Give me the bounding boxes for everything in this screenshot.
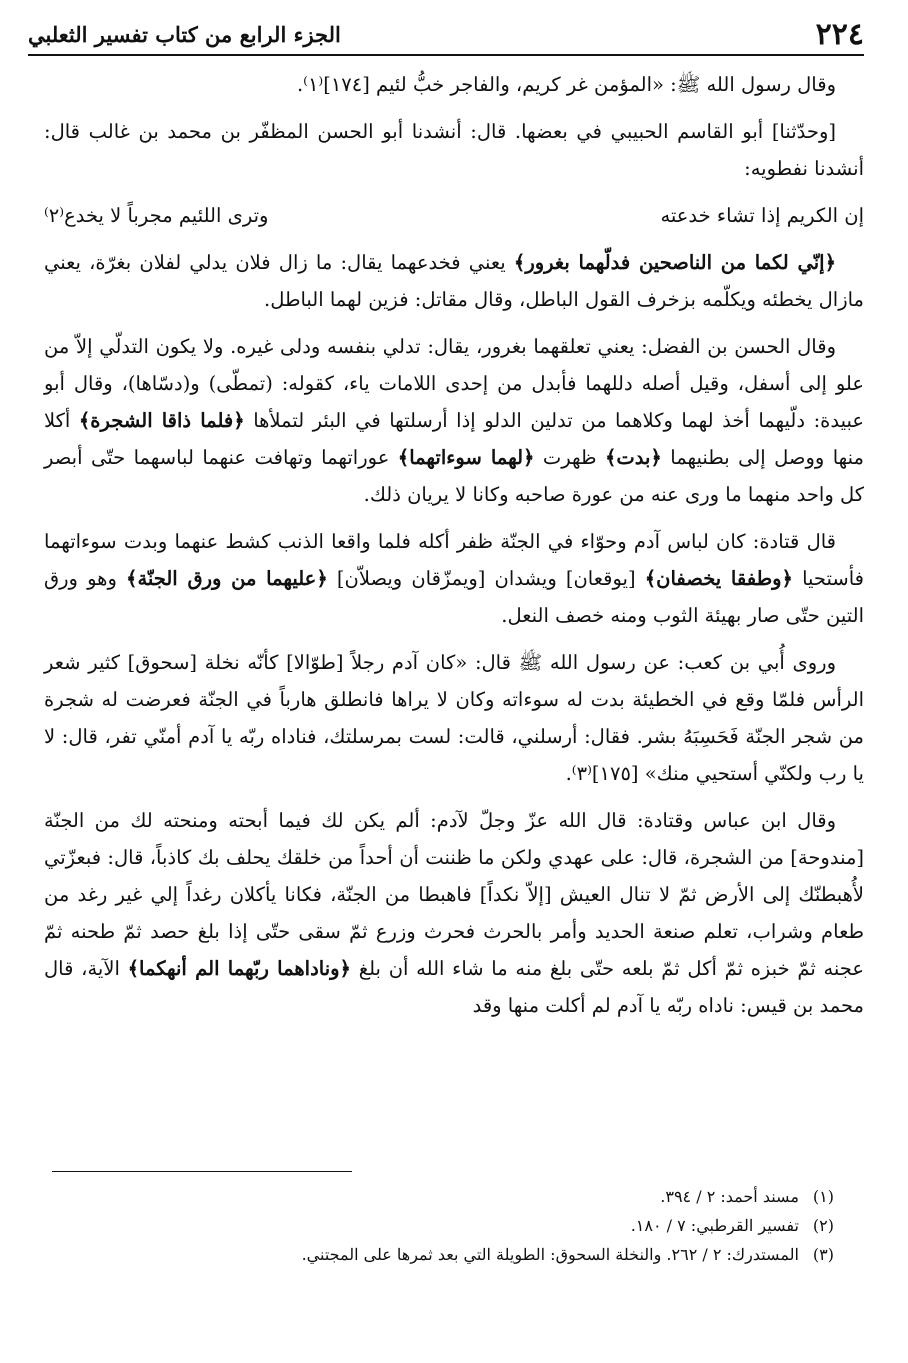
- poem-verse: [44, 197, 864, 234]
- paragraph-5: [44, 523, 864, 634]
- paragraph-7: [44, 802, 864, 1024]
- paragraph-6: وروى أُبي بن كعب: عن رسول الله ﷺ قال: «كان آدم رجلاً [طوّالا] كأنّه نخلة [سحوق] كثير شعر الرأس فلمّا وقع في الخطيئة بدت له سوءاته وكان لا يراها فانطلق هارباً في الجنّة فعرضت له شجرة من شجر الجنّة فَحَسِبَهُ بشر. فقال: أرسلني، قالت: لست بمرسلتك، فناداه ربّه يا آدم أمنّي تفر، قال: لا يا رب ولكنّي أستحيي منك» [١٧٥]⁽٣⁾.: [44, 651, 864, 785]
- footnote-number: (٢): [812, 1216, 834, 1235]
- poem-second-hemistich: وترى اللئيم مجرباً لا يخدع⁽٢⁾: [44, 204, 269, 227]
- paragraph-text: وقال الحسن بن الفضل: يعني تعلقهما بغرور، يقال: تدلي بنفسه ودلى غيره. ولا يكون التدلّي إلاّ من علو إلى أسفل، وقيل أصله دللهما فأبدل من إحدى اللامات ياء، كقوله: (تمطّى) و(دسّاها)، وقال أبو عبيدة: دلّيهما أخذ لهما وكلاهما من تدلين الدلو إذا أرسلتها في البئر لتملأها: [44, 335, 864, 432]
- quran-verse: ﴿وناداهما ربّهما الم أنهكما﴾: [127, 957, 351, 980]
- quran-verse: ﴿عليهما من ورق الجنّة﴾: [126, 567, 328, 590]
- footnote-3: [52, 1240, 834, 1269]
- footnote-number: (٣): [812, 1245, 834, 1264]
- paragraph-4: [44, 328, 864, 513]
- paragraph-text: وهو ورق التين حتّى صار بهيئة الثوب ومنه خصف النعل.: [44, 567, 864, 627]
- quran-verse: ﴿بدت﴾: [604, 446, 662, 469]
- footnotes: [52, 1182, 834, 1269]
- footnote-text: مسند أحمد: ٢ / ٣٩٤.: [660, 1187, 799, 1206]
- paragraph-text: الآية، قال محمد بن قيس: ناداه ربّه يا آدم لم أكلت منها وقد: [44, 957, 864, 1017]
- main-text: [44, 66, 864, 1034]
- footnote-1: [52, 1182, 834, 1211]
- paragraph-text: ظهرت: [542, 446, 597, 469]
- paragraph-text: وقال ابن عباس وقتادة: قال الله عزّ وجلّ لآدم: ألم يكن لك فيما أبحته ومنحته لك من الجنّة [مندوحة] من الشجرة، قال: على عهدي ولكن ما ظننت أن أحداً من خلقك يحلف بك كاذباً، قال: فبعزّتي لأُهبطنّك إلى الأرض ثمّ لا تنال العيش [إلاّ نكداً] فاهبطا من الجنّة، فكانا يأكلان رغداً إلي غير رغد من طعام وشراب، تعلم صنعة الحديد وأمر بالحرث فحرث وزرع ثمّ سقى حتّى إذا بلغ حصد ثمّ طحنه ثمّ عجنه ثمّ خبزه ثمّ أكل ثمّ بلعه حتّى بلغ منه ما شاء الله أن بلغ: [44, 809, 865, 980]
- running-title: الجزء الرابع من كتاب تفسير الثعلبي: [28, 21, 341, 47]
- footnote-number: (١): [812, 1187, 834, 1206]
- paragraph-text: قال قتادة: كان لباس آدم وحوّاء في الجنّة ظفر أكله فلما واقعا الذنب كشط عنهما وبدت سوءاتهما فأستحيا: [44, 530, 865, 590]
- footnote-text: تفسير القرطبي: ٧ / ١٨٠.: [630, 1216, 799, 1235]
- paragraph-2: [وحدّثنا] أبو القاسم الحبيبي في بعضها. قال: أنشدنا أبو الحسن المظفّر بن محمد بن غالب قال: أنشدنا نفطويه:: [44, 120, 864, 180]
- footnote-text: المستدرك: ٢ / ٢٦٢. والنخلة السحوق: الطويلة التي بعد ثمرها على المجتني.: [301, 1245, 799, 1264]
- quran-verse: ﴿وطفقا يخصفان﴾: [644, 567, 793, 590]
- poem-first-hemistich: إن الكريم إذا تشاء خدعته: [660, 204, 864, 227]
- quran-verse: ﴿إنّي لكما من الناصحين فدلّهما بغرور﴾: [513, 251, 837, 274]
- paragraph-text: عوراتهما وتهافت عنهما لباسهما حتّى أبصر كل واحد منهما ما ورى عنه من عورة صاحبه وكانا لا يريان ذلك.: [44, 446, 864, 506]
- paragraph-text: [يوقعان] ويشدان [ويمزّقان ويصلاّن]: [336, 567, 636, 590]
- footnote-divider: [52, 1171, 352, 1172]
- footnote-2: [52, 1211, 834, 1240]
- paragraph-1: وقال رسول الله ﷺ: «المؤمن غر كريم، والفاجر خبُّ لئيم [١٧٤]⁽١⁾.: [296, 73, 836, 96]
- page-header: [28, 14, 864, 56]
- paragraph-3: [44, 244, 864, 318]
- paragraph-text: يعني فخدعهما يقال: ما زال فلان يدلي لفلان بغرّة، يعني مازال يخطئه ويكلّمه بزخرف القول الباطل، وقال مقاتل: فزين لهما الباطل.: [44, 251, 864, 311]
- paragraph-text: أكلا منها ووصل إلى بطنيهما: [44, 409, 864, 469]
- quran-verse: ﴿لهما سوءاتهما﴾: [397, 446, 535, 469]
- quran-verse: ﴿فلما ذاقا الشجرة﴾: [78, 409, 245, 432]
- page-number: ٢٢٤: [815, 16, 864, 52]
